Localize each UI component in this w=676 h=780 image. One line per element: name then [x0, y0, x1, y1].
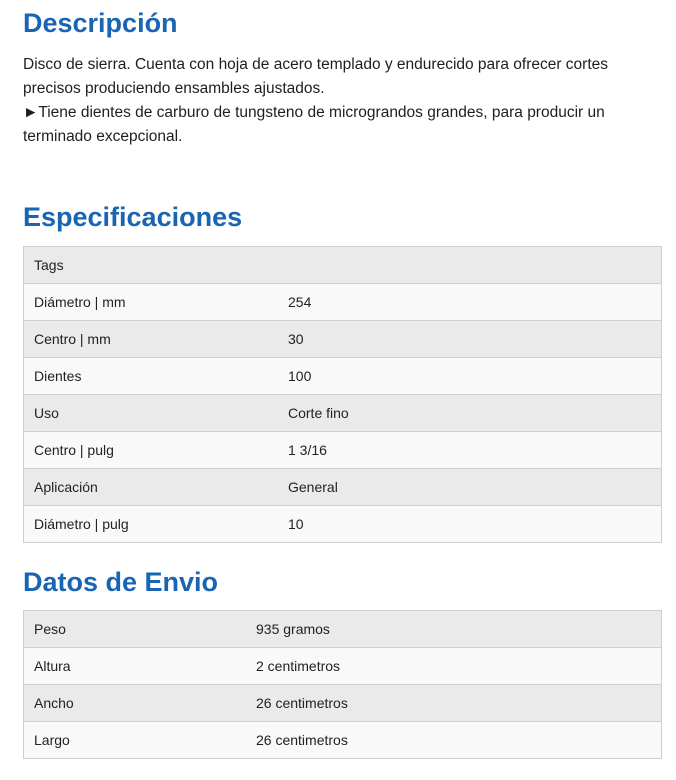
spec-value: General [278, 469, 662, 506]
spec-label: Aplicación [24, 469, 279, 506]
table-row [24, 432, 662, 469]
table-row [24, 358, 662, 395]
spec-label: Diámetro | mm [24, 284, 279, 321]
specifications-table [23, 246, 662, 543]
table-row [24, 611, 662, 648]
shipping-label: Largo [24, 722, 247, 759]
table-row [24, 284, 662, 321]
spec-label: Dientes [24, 358, 279, 395]
spec-value: 100 [278, 358, 662, 395]
spec-value: 254 [278, 284, 662, 321]
shipping-value: 26 centimetros [246, 722, 662, 759]
shipping-label: Altura [24, 648, 247, 685]
spec-label: Centro | pulg [24, 432, 279, 469]
spec-value: 10 [278, 506, 662, 543]
table-row [24, 247, 662, 284]
shipping-label: Ancho [24, 685, 247, 722]
spec-label: Diámetro | pulg [24, 506, 279, 543]
shipping-label: Peso [24, 611, 247, 648]
description-body [23, 53, 653, 149]
table-row [24, 506, 662, 543]
shipping-value: 2 centimetros [246, 648, 662, 685]
table-row [24, 321, 662, 358]
table-row [24, 469, 662, 506]
description-paragraph: Disco de sierra. Cuenta con hoja de acero templado y endurecido para ofrecer cortes precisos produciendo ensambles ajustados. [23, 56, 609, 97]
spec-value: Corte fino [278, 395, 662, 432]
table-row [24, 685, 662, 722]
shipping-value: 26 centimetros [246, 685, 662, 722]
spec-label: Uso [24, 395, 279, 432]
shipping-table [23, 610, 662, 759]
spec-label: Centro | mm [24, 321, 279, 358]
shipping-heading: Datos de Envio [23, 567, 219, 597]
specifications-heading: Especificaciones [23, 202, 243, 232]
table-row [24, 648, 662, 685]
tags-label: Tags [24, 247, 662, 284]
spec-value: 1 3/16 [278, 432, 662, 469]
description-heading: Descripción [23, 8, 178, 38]
table-row [24, 722, 662, 759]
spec-value: 30 [278, 321, 662, 358]
description-paragraph: ►Tiene dientes de carburo de tungsteno de micrograndos grandes, para producir un terminado excepcional. [23, 104, 605, 145]
shipping-value: 935 gramos [246, 611, 662, 648]
table-row [24, 395, 662, 432]
